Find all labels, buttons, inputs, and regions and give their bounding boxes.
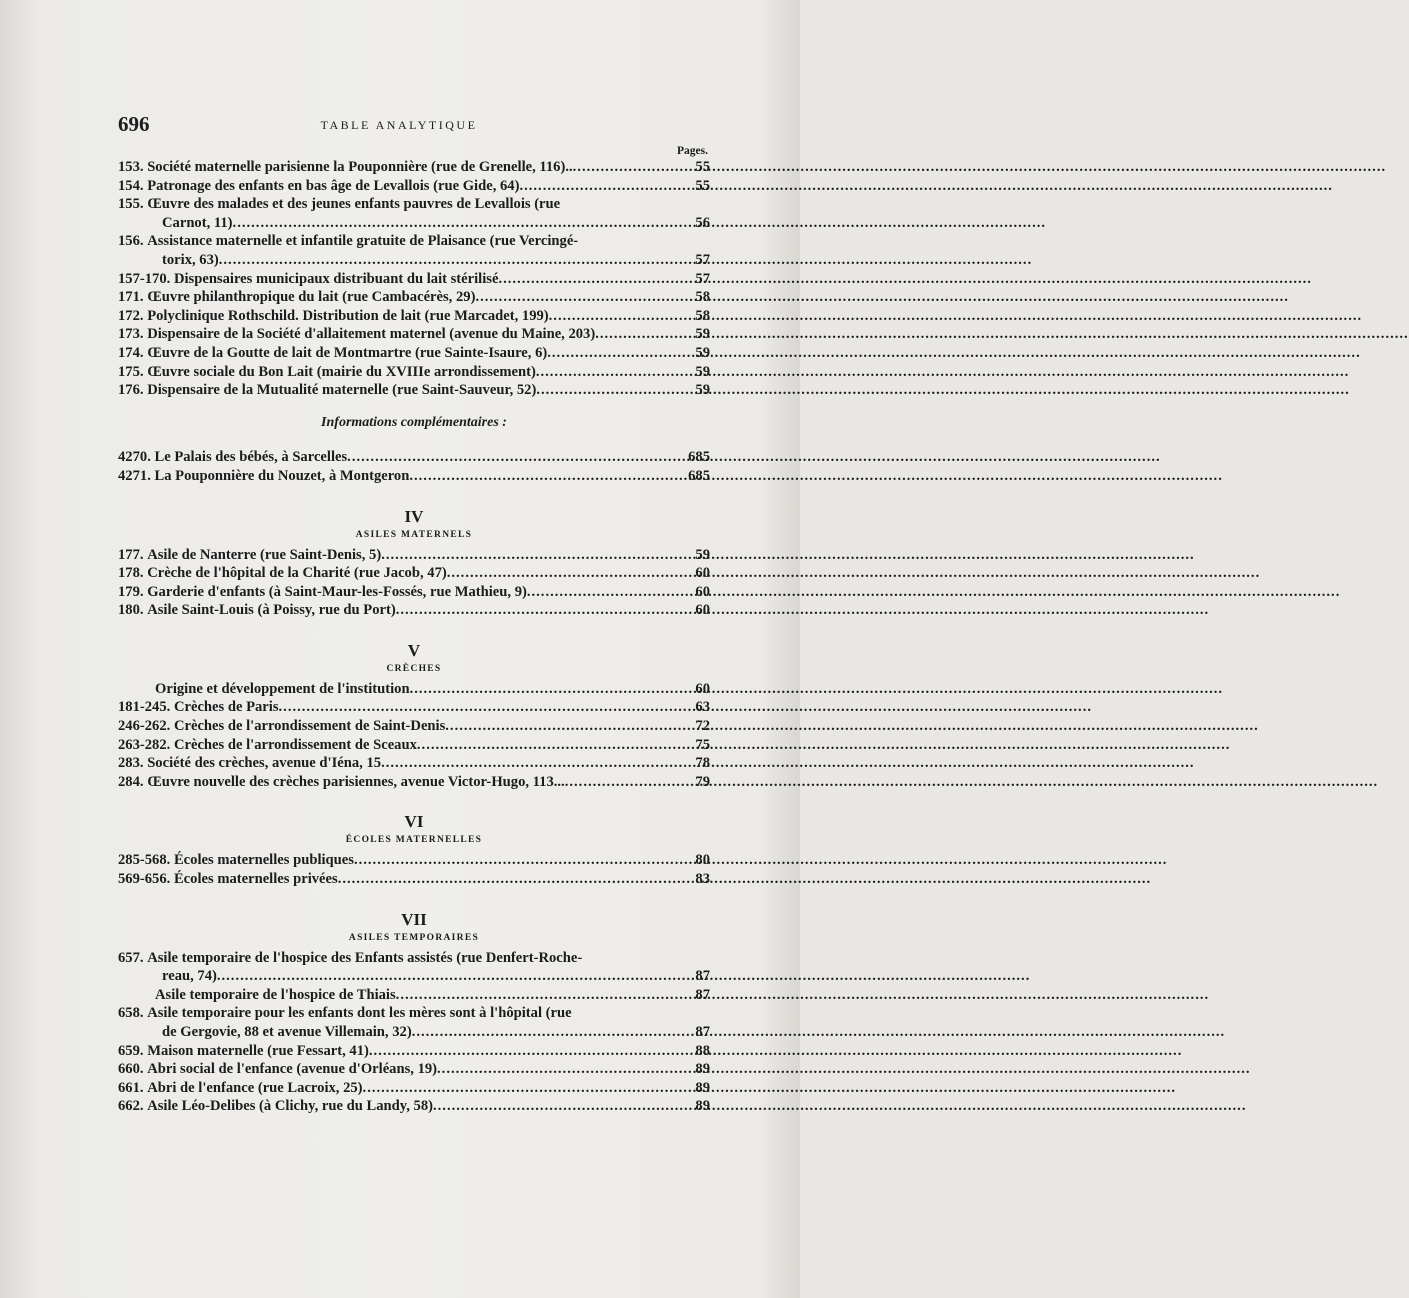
toc-entry: [118, 381, 710, 400]
leader-dots: [347, 448, 680, 467]
entry-text: Patronage des enfants en bas âge de Levallois (rue Gide, 64): [147, 177, 520, 194]
entry-number: 180.: [118, 602, 148, 619]
toc-entry: [118, 717, 710, 736]
entry-page: 685: [688, 449, 710, 466]
entry-text: Œuvre des malades et des jeunes enfants pauvres de Levallois (rue: [147, 196, 561, 213]
entry-text: Abri social de l'enfance (avenue d'Orléans, 19): [147, 1061, 438, 1078]
leader-dots: [595, 325, 680, 344]
leader-dots: [369, 1042, 680, 1061]
entry-number: 157-170.: [118, 270, 174, 287]
section-entries: [118, 680, 710, 792]
toc-entry-continuation: [118, 214, 710, 233]
leader-dots: [447, 564, 680, 583]
leader-dots: [475, 288, 680, 307]
toc-entry: [118, 288, 710, 307]
toc-entry: [118, 1079, 710, 1098]
entry-number: 173.: [118, 326, 148, 343]
entry-page: 59: [695, 326, 710, 343]
entry-text: Dispensaire de la Mutualité maternelle (rue Saint-Sauveur, 52): [147, 382, 537, 399]
entry-number: 155.: [118, 196, 148, 213]
entry-text: Asile de Nanterre (rue Saint-Denis, 5): [147, 546, 382, 563]
entry-page: 80: [695, 852, 710, 869]
toc-entry: [118, 467, 710, 486]
section-roman-numeral: VI: [404, 812, 424, 832]
entry-text: Écoles maternelles publiques: [173, 852, 354, 869]
entry-text: Société maternelle parisienne la Pouponnière (rue de Grenelle, 116)..: [147, 159, 573, 175]
entry-number: 172.: [118, 307, 148, 324]
info-heading: Informations complémentaires :: [321, 414, 507, 430]
leader-dots: [498, 270, 680, 289]
entry-text: Asile temporaire de l'hospice de Thiais: [155, 986, 396, 1003]
toc-entry: [118, 949, 710, 968]
entry-page: 87: [695, 986, 710, 1003]
entry-page: 60: [695, 565, 710, 582]
toc-entry-continuation: [118, 967, 710, 986]
entry-page: 79: [695, 773, 710, 790]
leader-dots: [437, 1060, 680, 1079]
entry-number: 657.: [118, 949, 148, 966]
leader-dots: [527, 583, 680, 602]
entry-number: 4271.: [118, 467, 155, 484]
entry-number: 659.: [118, 1042, 148, 1059]
entry-page: 87: [695, 968, 710, 985]
entry-page: 89: [695, 1061, 710, 1078]
section-entries: [118, 851, 710, 888]
entry-number: 171.: [118, 289, 148, 306]
entries-block-main: [118, 158, 710, 400]
entry-page: 59: [695, 546, 710, 563]
entry-number: 176.: [118, 382, 148, 399]
leader-dots: [381, 546, 680, 565]
entry-text: Abri de l'enfance (rue Lacroix, 25): [147, 1079, 363, 1096]
toc-entry: [118, 698, 710, 717]
section-roman-numeral: IV: [404, 506, 424, 526]
entry-number: 174.: [118, 344, 148, 361]
entry-page: 60: [695, 583, 710, 600]
leader-dots: [396, 601, 680, 620]
leader-dots: [536, 363, 680, 382]
entry-number: 179.: [118, 583, 148, 600]
entry-page: 60: [695, 602, 710, 619]
toc-entry: [118, 1060, 710, 1079]
section-subtitle: ASILES TEMPORAIRES: [348, 932, 480, 943]
leader-dots: [409, 467, 680, 486]
entry-page: 59: [695, 382, 710, 399]
entry-page: 57: [695, 270, 710, 287]
toc-entry: [118, 546, 710, 565]
entry-number: 154.: [118, 177, 148, 194]
leader-dots: [417, 736, 680, 755]
entry-page: 55: [695, 159, 710, 175]
entry-text: Asile temporaire de l'hospice des Enfants assistés (rue Denfert-Roche-: [147, 949, 583, 966]
section: [118, 909, 710, 1116]
entry-text: Crèches de l'arrondissement de Sceaux: [173, 736, 417, 753]
toc-entry: [118, 195, 710, 214]
leader-dots: [433, 1097, 680, 1116]
entry-page: 75: [695, 736, 710, 753]
toc-entry: [118, 307, 710, 326]
entry-page: 57: [695, 251, 710, 268]
section: [118, 640, 710, 792]
entry-page: 83: [695, 871, 710, 888]
entry-text: Œuvre sociale du Bon Lait (mairie du XVIIIe arrondissement): [147, 363, 536, 380]
entry-number: 285-568.: [118, 852, 174, 869]
leader-dots: [338, 870, 680, 889]
entry-page: 72: [695, 718, 710, 735]
toc-entry: [118, 270, 710, 289]
entry-text: Origine et développement de l'institution: [155, 680, 410, 697]
entry-page: 56: [695, 214, 710, 231]
entry-text: La Pouponnière du Nouzet, à Montgeron: [154, 467, 410, 484]
toc-entry: [118, 564, 710, 583]
entry-text: Crèches de l'arrondissement de Saint-Denis: [173, 718, 446, 735]
leader-dots: [219, 251, 680, 270]
entry-number: 4270.: [118, 449, 155, 466]
entry-number: 661.: [118, 1079, 148, 1096]
leader-dots: [412, 1023, 680, 1042]
entry-text: Dispensaires municipaux distribuant du lait stérilisé: [173, 270, 499, 287]
toc-entry: [118, 851, 710, 870]
toc-entry: [118, 177, 710, 196]
leader-dots: [410, 680, 680, 699]
entry-text: torix, 63): [162, 251, 219, 268]
toc-entry-continuation: [118, 1023, 710, 1042]
leader-dots: [549, 307, 680, 326]
table-of-contents: [118, 145, 710, 1116]
entry-text: Maison maternelle (rue Fessart, 41): [147, 1042, 369, 1059]
leader-dots: [279, 698, 680, 717]
entry-text: Asile Léo-Delibes (à Clichy, rue du Landy, 58): [147, 1098, 433, 1115]
entry-text: Société des crèches, avenue d'Iéna, 15: [147, 755, 382, 772]
entries-block-info: [118, 448, 710, 485]
entry-page: 685: [688, 467, 710, 484]
entry-text: Polyclinique Rothschild. Distribution de lait (rue Marcadet, 199): [147, 307, 549, 324]
toc-entry: [118, 344, 710, 363]
leader-dots: [217, 967, 680, 986]
section-subtitle: ASILES MATERNELS: [355, 529, 473, 540]
toc-entry: [118, 448, 710, 467]
entry-number: 662.: [118, 1098, 148, 1115]
toc-entry: [118, 680, 710, 699]
entry-number: 569-656.: [118, 871, 174, 888]
entry-number: 153.: [118, 159, 148, 175]
section-roman-numeral: V: [407, 640, 421, 660]
toc-entry: [118, 736, 710, 755]
toc-entry: [118, 1097, 710, 1116]
entry-text: Crèches de Paris: [173, 699, 279, 716]
entry-page: 58: [695, 307, 710, 324]
section-roman-numeral: VII: [401, 909, 427, 929]
toc-entry: [118, 158, 710, 177]
running-title: TABLE ANALYTIQUE: [320, 118, 478, 132]
entry-page: 78: [695, 755, 710, 772]
entry-number: 263-282.: [118, 736, 174, 753]
leader-dots: [565, 773, 680, 792]
toc-entry: [118, 325, 710, 344]
section-entries: [118, 949, 710, 1116]
entry-text: Œuvre nouvelle des crèches parisiennes, avenue Victor-Hugo, 113...: [147, 773, 565, 790]
entry-page: 58: [695, 289, 710, 306]
sections-container: [118, 506, 710, 1116]
toc-entry: [118, 601, 710, 620]
entry-text: Œuvre de la Goutte de lait de Montmartre (rue Sainte-Isaure, 6): [147, 344, 548, 361]
toc-entry: [118, 754, 710, 773]
entry-text: Asile Saint-Louis (à Poissy, rue du Port): [147, 602, 396, 619]
entry-number: 175.: [118, 363, 148, 380]
entry-page: 63: [695, 699, 710, 716]
entry-number: 658.: [118, 1005, 148, 1022]
leader-dots: [396, 986, 680, 1005]
entry-text: Le Palais des bébés, à Sarcelles: [154, 449, 348, 466]
entry-text: reau, 74): [162, 968, 217, 985]
section: [118, 506, 710, 620]
toc-entry: [118, 1042, 710, 1061]
toc-entry: [118, 363, 710, 382]
entry-page: 88: [695, 1042, 710, 1059]
entry-text: Dispensaire de la Société d'allaitement maternel (avenue du Maine, 203): [147, 326, 596, 343]
leader-dots: [354, 851, 680, 870]
leader-dots: [363, 1079, 680, 1098]
toc-entry: [118, 1004, 710, 1023]
page-number: 696: [118, 112, 150, 136]
section-subtitle: CRÈCHES: [386, 663, 442, 674]
leader-dots: [536, 381, 680, 400]
section-entries: [118, 546, 710, 620]
leader-dots: [233, 214, 680, 233]
toc-entry-continuation: [118, 251, 710, 270]
entry-text: de Gergovie, 88 et avenue Villemain, 32): [162, 1024, 412, 1040]
entry-text: Carnot, 11): [162, 214, 233, 231]
entry-number: 246-262.: [118, 718, 174, 735]
page-header: [118, 112, 680, 140]
entry-number: 660.: [118, 1061, 148, 1078]
entry-number: 177.: [118, 546, 148, 563]
entry-number: 178.: [118, 565, 148, 582]
entry-text: Crèche de l'hôpital de la Charité (rue Jacob, 47): [147, 565, 447, 582]
entry-page: 89: [695, 1079, 710, 1096]
entry-page: 59: [695, 363, 710, 380]
entry-page: 89: [695, 1098, 710, 1115]
pages-column-label: Pages.: [677, 145, 708, 157]
entry-text: Garderie d'enfants (à Saint-Maur-les-Fossés, rue Mathieu, 9): [147, 583, 527, 600]
entry-number: 284.: [118, 773, 148, 790]
leader-dots: [519, 177, 680, 196]
toc-entry: [118, 232, 710, 251]
leader-dots: [573, 158, 680, 177]
leader-dots: [381, 754, 680, 773]
entry-number: 156.: [118, 233, 148, 250]
entry-page: 59: [695, 344, 710, 361]
leader-dots: [547, 344, 680, 363]
entry-page: 55: [695, 177, 710, 194]
toc-entry: [118, 986, 710, 1005]
entry-number: 283.: [118, 755, 148, 772]
entry-text: Écoles maternelles privées: [173, 871, 338, 888]
entry-text: Asile temporaire pour les enfants dont les mères sont à l'hôpital (rue: [147, 1005, 572, 1022]
section-subtitle: ÉCOLES MATERNELLES: [345, 835, 483, 846]
entry-page: 60: [695, 680, 710, 697]
toc-entry: [118, 583, 710, 602]
entry-text: Assistance maternelle et infantile gratuite de Plaisance (rue Vercingé-: [147, 233, 579, 250]
entry-page: 87: [695, 1024, 710, 1040]
toc-entry: [118, 773, 710, 792]
toc-entry: [118, 870, 710, 889]
entry-number: 181-245.: [118, 699, 174, 716]
leader-dots: [445, 717, 680, 736]
entry-text: Œuvre philanthropique du lait (rue Cambacérès, 29): [147, 289, 476, 306]
section: [118, 811, 710, 888]
